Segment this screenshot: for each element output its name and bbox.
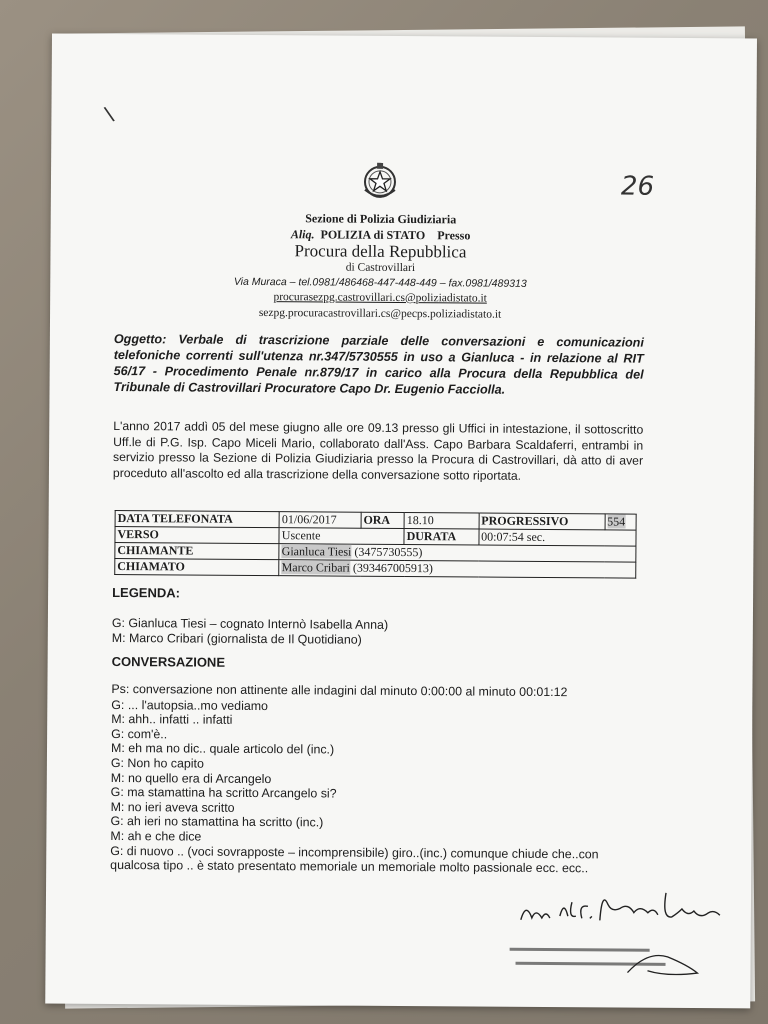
caller-number: (3475730555): [354, 544, 423, 560]
header-email: procurasezpg.castrovillari.cs@poliziadistato.it: [273, 291, 487, 305]
date-label: DATA TELEFONATA: [115, 510, 279, 527]
transcript-line: Ps: conversazione non attinente alle indagini dal minuto 0:00:00 al minuto 00:01:12: [111, 681, 568, 700]
transcript-line: M: eh ma no dic.. quale articolo del (inc.): [110, 741, 335, 757]
official-stamp: [507, 942, 707, 983]
transcript-line: G: ... l'autopsia..mo vediamo: [111, 697, 269, 713]
document-page: [45, 34, 757, 1009]
direction-value: Uscente: [279, 528, 404, 545]
callee-number: (393467005913): [352, 560, 433, 576]
progressive-number: 554: [607, 514, 626, 529]
header-city: di Castrovillari: [345, 261, 416, 275]
transcript-line: G: di nuovo .. (voci sovrapposte – incomprensibile) giro..(inc.) comunque chiude che..con: [110, 843, 599, 861]
italian-republic-emblem-icon: [359, 160, 401, 202]
transcript-line: M: ah e che dice: [110, 828, 202, 844]
handwritten-mark: \: [102, 101, 117, 128]
handwritten-signature: [516, 882, 726, 933]
table-row: [115, 558, 636, 578]
conversation-title: CONVERSAZIONE: [111, 653, 226, 670]
header-presso: Presso: [437, 228, 471, 243]
intro-paragraph: L'anno 2017 addì 05 del mese giugno alle ore 09.13 presso gli Uffici in intestazione, il sottoscritto Uff.le di P.G. Isp. Capo Miceli Mario, collaborato dall'Ass. Capo Barbara Scaldaferri, entrambi in servizio presso la Sezione di Polizia Giudiziaria presso la Procura di Castrovillari, dà atto di aver proceduto all'ascolto ed alla trascrizione della conversazione sotto riportata.: [112, 418, 644, 483]
header-procura: Procura della Repubblica: [294, 241, 467, 262]
transcript-line: M: ahh.. infatti .. infatti: [111, 712, 233, 728]
caller-label: CHIAMANTE: [115, 542, 279, 559]
transcript-line: G: Non ho capito: [110, 755, 204, 771]
callee-value: [279, 560, 636, 578]
transcript-line: G: ma stamattina ha scritto Arcangelo si?: [110, 785, 337, 801]
legend-list: [112, 616, 388, 648]
transcript-line: G: ah ieri no stamattina ha scritto (inc.): [110, 814, 324, 830]
transcript-line: M: no quello era di Arcangelo: [110, 770, 272, 786]
transcript-line: M: no ieri aveva scritto: [110, 799, 235, 815]
duration-value: 00:07:54 sec.: [479, 529, 636, 546]
direction-label: VERSO: [115, 526, 279, 543]
header-pec: sezpg.procuracastrovillari.cs@pecps.poliziadistato.it: [258, 306, 502, 321]
legend-item: M: Marco Cribari (giornalista de Il Quotidiano): [111, 630, 362, 647]
progressive-label: PROGRESSIVO: [479, 513, 605, 530]
header-police: POLIZIA di STATO: [320, 227, 426, 243]
header-aliq: Aliq.: [290, 227, 315, 242]
handwritten-page-number: 26: [620, 171, 655, 202]
caller-name: Gianluca Tiesi: [281, 544, 352, 559]
time-value: 18.10: [404, 513, 479, 530]
transcript-line: qualcosa tipo .. è stato presentato memoriale un memoriale molto passionale ecc. ecc..: [110, 858, 589, 876]
call-details-table: [114, 510, 636, 579]
callee-label: CHIAMATO: [115, 558, 279, 575]
header-section-line: Sezione di Polizia Giudiziaria: [305, 211, 457, 227]
progressive-value: [605, 514, 637, 530]
transcript-line: G: com'è..: [111, 726, 168, 742]
date-value: 01/06/2017: [279, 512, 361, 529]
legend-title: LEGENDA:: [112, 584, 181, 601]
conversation-transcript: [110, 682, 671, 877]
legend-item: G: Gianluca Tiesi – cognato Internò Isabella Anna): [111, 615, 389, 632]
subject-paragraph: Oggetto: Verbale di trascrizione parziale delle conversazioni e comunicazioni telefoniche correnti sull'utenza nr.347/5730555 in uso a Gianluca - in relazione al RIT 56/17 - Procedimento Penale nr.879/17 in carico alla Procura della Repubblica del Tribunale di Castrovillari Procuratore Capo Dr. Eugenio Facciolla.: [113, 331, 644, 397]
duration-label: DURATA: [404, 529, 479, 546]
header-address: Via Muraca – tel.0981/486468-447-448-449 – fax.0981/489313: [233, 275, 527, 290]
time-label: ORA: [361, 512, 404, 528]
caller-value: [279, 544, 636, 562]
callee-name: Marco Cribari: [281, 560, 350, 575]
